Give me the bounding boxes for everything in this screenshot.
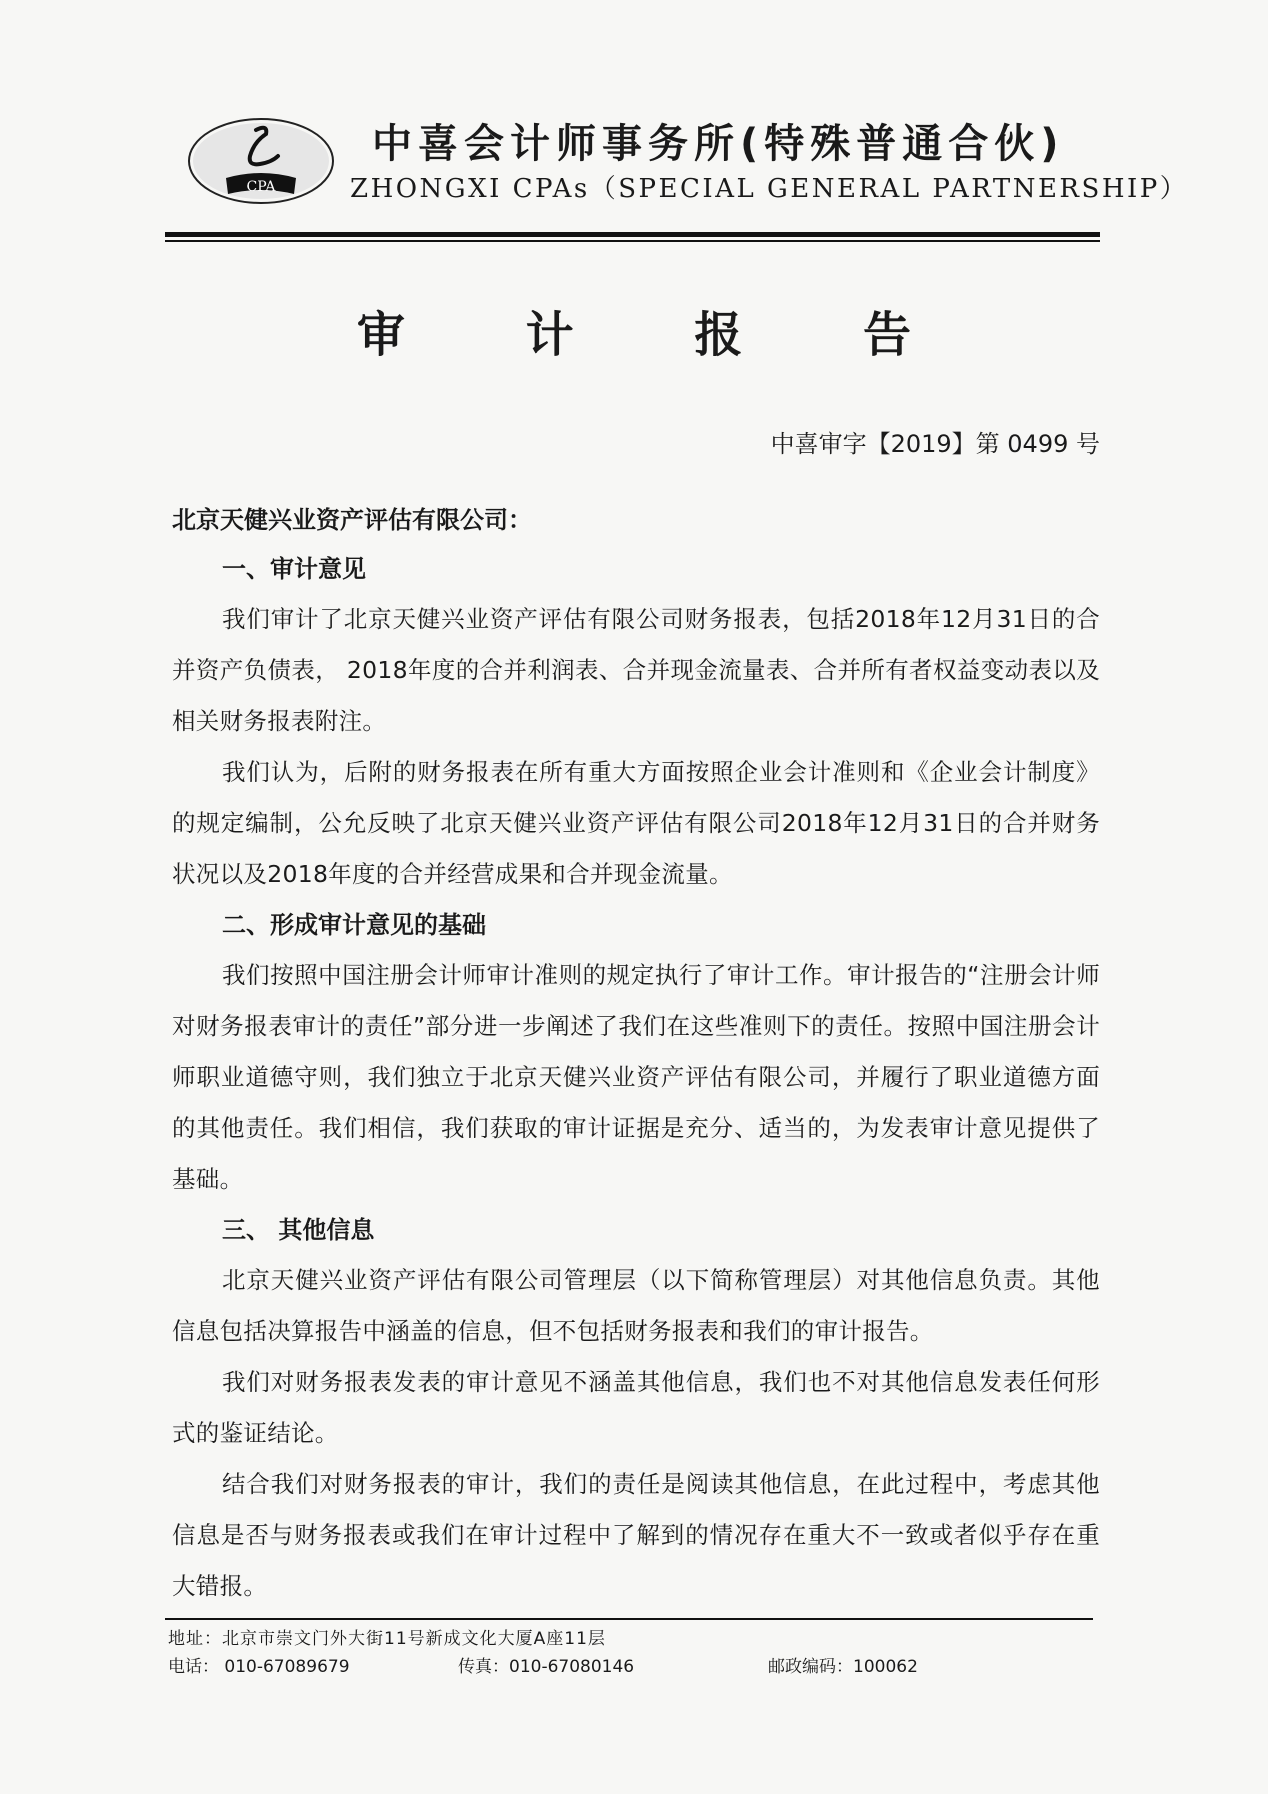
section-heading: 一、审计意见 bbox=[222, 555, 366, 583]
paragraph: 我们审计了北京天健兴业资产评估有限公司财务报表，包括2018年12月31日的合并资产负债表， 2018年度的合并利润表、合并现金流量表、合并所有者权益变动表以及相关财务报表附注。 bbox=[172, 605, 1100, 735]
reference-number: 中喜审字【2019】第 0499 号 bbox=[770, 430, 1100, 458]
paragraph: 北京天健兴业资产评估有限公司管理层（以下简称管理层）对其他信息负责。其他信息包括决算报告中涵盖的信息，但不包括财务报表和我们的审计报告。 bbox=[172, 1266, 1100, 1345]
paragraph: 结合我们对财务报表的审计，我们的责任是阅读其他信息，在此过程中，考虑其他信息是否与财务报表或我们在审计过程中了解到的情况存在重大不一致或者似乎存在重大错报。 bbox=[172, 1470, 1100, 1600]
section-heading: 二、形成审计意见的基础 bbox=[222, 911, 486, 939]
header-rule-thin bbox=[165, 240, 1100, 242]
footer-rule bbox=[165, 1618, 1093, 1620]
addressee: 北京天健兴业资产评估有限公司： bbox=[172, 506, 532, 534]
header-rule-thick bbox=[165, 232, 1100, 237]
firm-name-cn: 中喜会计师事务所(特殊普通合伙) bbox=[372, 121, 1065, 167]
paragraph: 我们认为，后附的财务报表在所有重大方面按照企业会计准则和《企业会计制度》的规定编制，公允反映了北京天健兴业资产评估有限公司2018年12月31日的合并财务状况以及2018年度的合并经营成果和合并现金流量。 bbox=[172, 758, 1100, 888]
footer-fax: 传真：010-67080146 bbox=[458, 1657, 635, 1677]
footer-postcode: 邮政编码：100062 bbox=[768, 1657, 918, 1677]
section-heading: 三、 其他信息 bbox=[222, 1216, 375, 1244]
firm-logo bbox=[186, 116, 336, 206]
paragraph: 我们按照中国注册会计师审计准则的规定执行了审计工作。审计报告的“注册会计师对财务报表审计的责任”部分进一步阐述了我们在这些准则下的责任。按照中国注册会计师职业道德守则，我们独立于北京天健兴业资产评估有限公司，并履行了职业道德方面的其他责任。我们相信，我们获取的审计证据是充分、适当的，为发表审计意见提供了基础。 bbox=[172, 961, 1100, 1193]
svg-text:CPA: CPA bbox=[246, 179, 276, 195]
firm-name-en: ZHONGXI CPAs（SPECIAL GENERAL PARTNERSHIP） bbox=[350, 174, 1189, 204]
footer-phone: 电话： 010-67089679 bbox=[168, 1657, 350, 1677]
report-body bbox=[172, 496, 1100, 1612]
page-title: 审 计 报 告 bbox=[356, 307, 964, 363]
footer-address: 地址：北京市崇文门外大街11号新成文化大厦A座11层 bbox=[168, 1629, 606, 1649]
paragraph: 我们对财务报表发表的审计意见不涵盖其他信息，我们也不对其他信息发表任何形式的鉴证结论。 bbox=[172, 1368, 1100, 1447]
